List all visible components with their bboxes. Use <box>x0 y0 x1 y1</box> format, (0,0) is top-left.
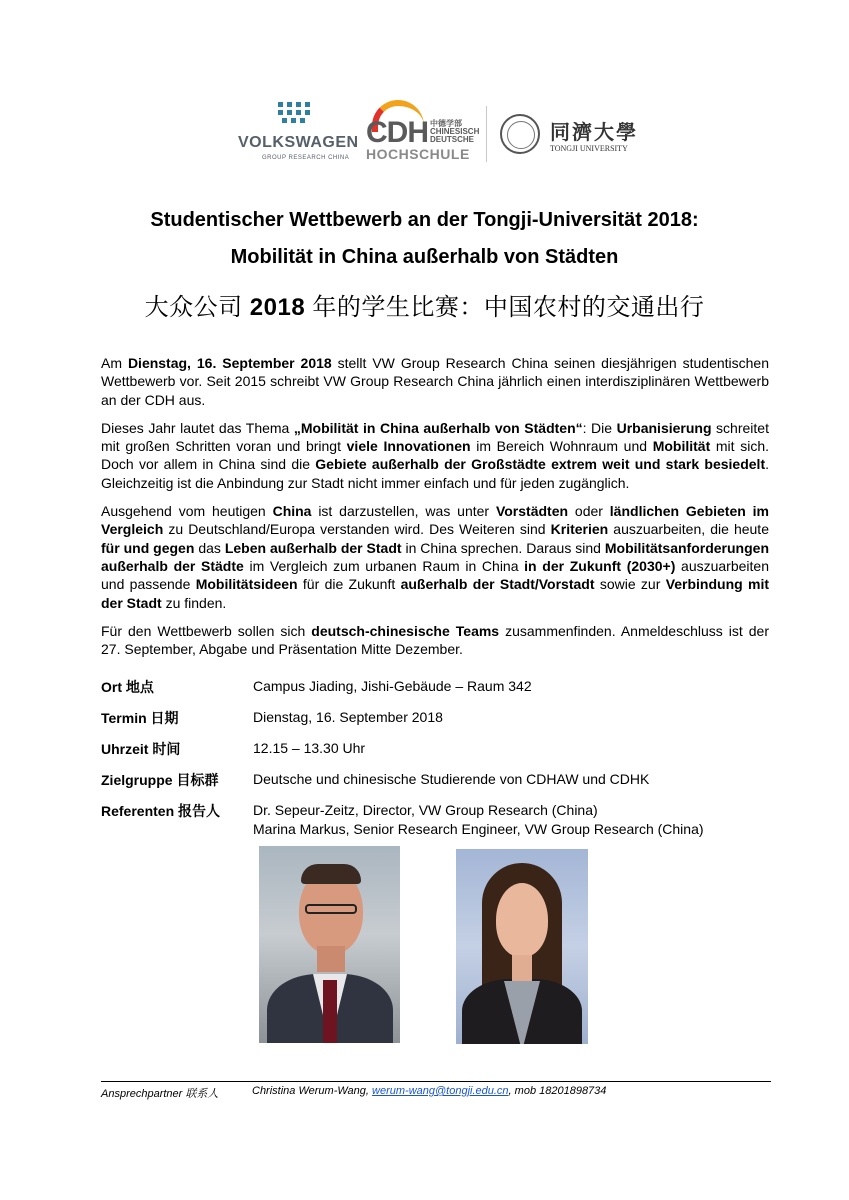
info-value: Campus Jiading, Jishi-Gebäude – Raum 342 <box>253 678 532 694</box>
title-chinese: 大众公司 2018 年的学生比赛：中国农村的交通出行 <box>144 294 705 321</box>
info-label: Zielgruppe 目标群 <box>101 772 219 788</box>
footer-divider <box>101 1081 771 1082</box>
tongji-seal-icon <box>500 114 540 154</box>
info-row-time <box>101 739 781 770</box>
paragraph-topic: Dieses Jahr lautet das Thema „Mobilität in China außerhalb von Städten“: Die Urbanisierung schreitet mit großen Schritten voran und bringt viele Innovationen im Bereich Wohnraum und Mobilität mit sich. Doch vor allem in China sind die Gebiete außerhalb der Großstädte extrem weit und stark besiedelt. Gleichzeitig ist die Anbindung zur Stadt nicht immer einfach und für jeden zugänglich. <box>101 419 770 491</box>
info-row-speakers <box>101 801 781 837</box>
info-label: Termin 日期 <box>101 710 179 726</box>
vw-dots-icon <box>278 102 310 124</box>
info-row-location <box>101 677 781 708</box>
paragraph-intro: Am Dienstag, 16. September 2018 stellt VW Group Research China seinen diesjährigen studentischen Wettbewerb vor. Seit 2015 schreibt VW Group Research China jährlich einen interdisziplinären Wettbewerb an der CDH aus. <box>101 355 769 408</box>
info-value: Dienstag, 16. September 2018 <box>253 709 443 725</box>
event-info-table <box>101 677 781 837</box>
speaker-1: Dr. Sepeur-Zeitz, Director, VW Group Research (China) <box>253 802 598 818</box>
title-line-1: Studentischer Wettbewerb an der Tongji-Universität 2018: <box>150 209 699 231</box>
volkswagen-logo <box>238 100 359 164</box>
contact-details: Christina Werum-Wang, werum-wang@tongji.edu.cn, mob 18201898734 <box>252 1085 607 1097</box>
title-line-2: Mobilität in China außerhalb von Städten <box>230 246 619 268</box>
footer-contact <box>101 1085 607 1101</box>
tongji-logo <box>500 114 640 164</box>
glasses-icon <box>305 904 357 914</box>
tongji-logo-chinese: 同濟大學 <box>550 120 638 144</box>
speaker-2: Marina Markus, Senior Research Engineer, VW Group Research (China) <box>253 821 704 837</box>
info-label: Uhrzeit 时间 <box>101 741 181 757</box>
logo-divider <box>486 106 487 162</box>
contact-email-link[interactable]: werum-wang@tongji.edu.cn <box>372 1085 509 1097</box>
info-value: 12.15 – 13.30 Uhr <box>253 740 366 756</box>
body-text <box>101 354 769 668</box>
info-row-date <box>101 708 781 739</box>
vw-logo-subtitle: GROUP RESEARCH CHINA <box>262 155 350 161</box>
cdh-logo-letters: CDH <box>366 116 428 149</box>
vw-logo-name: VOLKSWAGEN <box>238 134 359 151</box>
tongji-logo-english: TONGJI UNIVERSITY <box>550 144 628 153</box>
info-value <box>253 801 704 839</box>
info-value: Deutsche und chinesische Studierende von CDHAW und CDHK <box>253 771 650 787</box>
paragraph-teams: Für den Wettbewerb sollen sich deutsch-chinesische Teams zusammenfinden. Anmeldeschluss ist der 27. September, Abgabe und Präsentation Mitte Dezember. <box>101 622 769 658</box>
cdh-logo <box>366 100 478 164</box>
info-label: Ort 地点 <box>101 679 154 695</box>
speaker-photo-2 <box>456 849 588 1044</box>
speaker-photo-1 <box>259 846 400 1043</box>
paragraph-task: Ausgehend vom heutigen China ist darzustellen, was unter Vorstädten oder ländlichen Gebieten im Vergleich zu Deutschland/Europa verstanden wird. Des Weiteren sind Kriterien auszuarbeiten, die heute für und gegen das Leben außerhalb der Stadt in China sprechen. Daraus sind Mobilitätsanforderungen außerhalb der Städte im Vergleich zum urbanen Raum in China in der Zukunft (2030+) auszuarbeiten und passende Mobilitätsideen für die Zukunft außerhalb der Stadt/Vorstadt sowie zur Verbindung mit der Stadt zu finden. <box>101 503 770 611</box>
logo-row <box>238 100 638 164</box>
footer-label: Ansprechpartner 联系人 <box>101 1088 219 1100</box>
cdh-logo-hochschule: HOCHSCHULE <box>366 146 470 162</box>
info-label: Referenten 报告人 <box>101 803 221 819</box>
info-row-audience <box>101 770 781 801</box>
cdh-logo-subtext: 中德学部 CHINESISCH DEUTSCHE <box>430 119 480 144</box>
